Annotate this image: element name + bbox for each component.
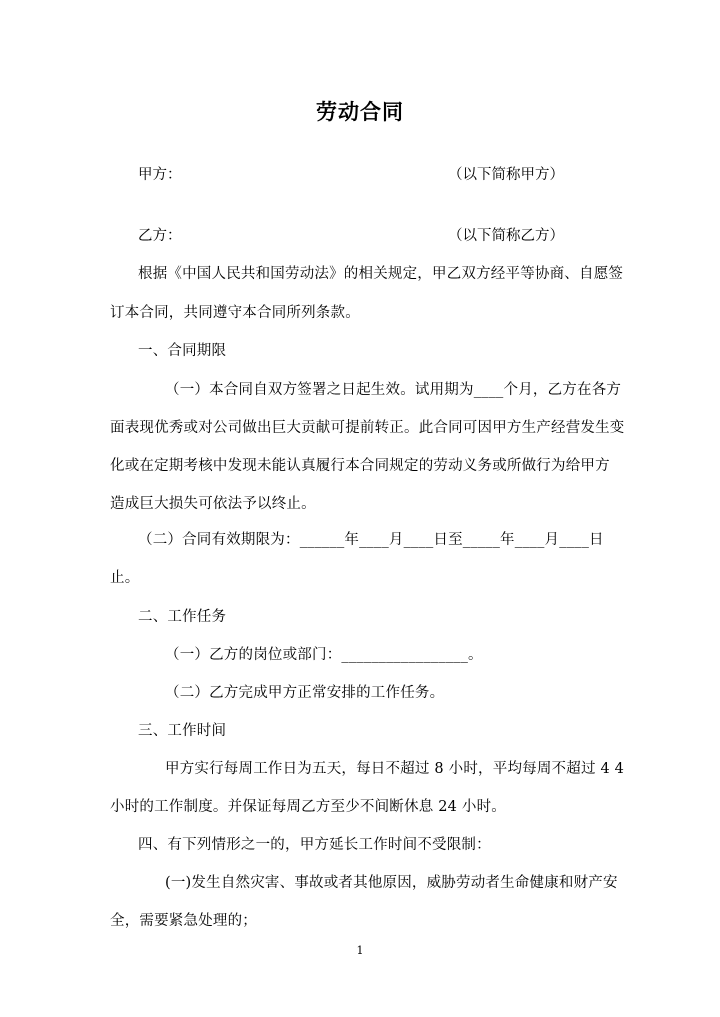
party-a-row — [138, 163, 564, 185]
section-heading: 二、工作任务 — [138, 609, 227, 625]
body-line: 根据《中国人民共和国劳动法》的相关规定，甲乙双方经平等协商、自愿签 — [138, 266, 624, 282]
body-line: （一）乙方的岗位或部门：_________________。 — [165, 647, 483, 663]
section-heading: 三、工作时间 — [138, 723, 227, 739]
body-line: 甲方实行每周工作日为五天，每日不超过 8 小时，平均每周不超过 4 4 — [165, 761, 625, 777]
party-b-row — [138, 224, 564, 246]
body-line: 订本合同，共同遵守本合同所列条款。 — [110, 305, 360, 321]
body-line: (一)发生自然灾害、事故或者其他原因，威胁劳动者生命健康和财产安 — [165, 875, 618, 891]
body-line: 小时的工作制度。并保证每周乙方至少不间断休息 24 小时。 — [110, 799, 506, 815]
body-line: （一）本合同自双方签署之日起生效。试用期为____个月，乙方在各方 — [165, 382, 622, 398]
page-title: 劳动合同 — [316, 99, 404, 124]
body-line: 造成巨大损失可依法予以终止。 — [110, 496, 316, 512]
body-line: 化或在定期考核中发现未能认真履行本合同规定的劳动义务或所做行为给甲方 — [110, 458, 610, 474]
party-a-note: （以下简称甲方） — [448, 167, 564, 183]
section-heading: 一、合同期限 — [138, 343, 227, 359]
body-line: 全，需要紧急处理的； — [110, 913, 257, 929]
party-b-note: （以下简称乙方） — [448, 228, 564, 244]
body-line: （二）乙方完成甲方正常安排的工作任务。 — [165, 685, 445, 701]
party-b-label: 乙方： — [138, 228, 182, 244]
body-line: 面表现优秀或对公司做出巨大贡献可提前转正。此合同可因甲方生产经营发生变 — [110, 420, 625, 436]
body-line: 止。 — [110, 570, 140, 586]
page-number: 1 — [356, 944, 364, 957]
body-line: （二）合同有效期限为：______年____月____日至_____年____月____日 — [138, 532, 604, 548]
party-a-label: 甲方： — [138, 167, 182, 183]
section-heading: 四、有下列情形之一的，甲方延长工作时间不受限制： — [138, 837, 491, 853]
